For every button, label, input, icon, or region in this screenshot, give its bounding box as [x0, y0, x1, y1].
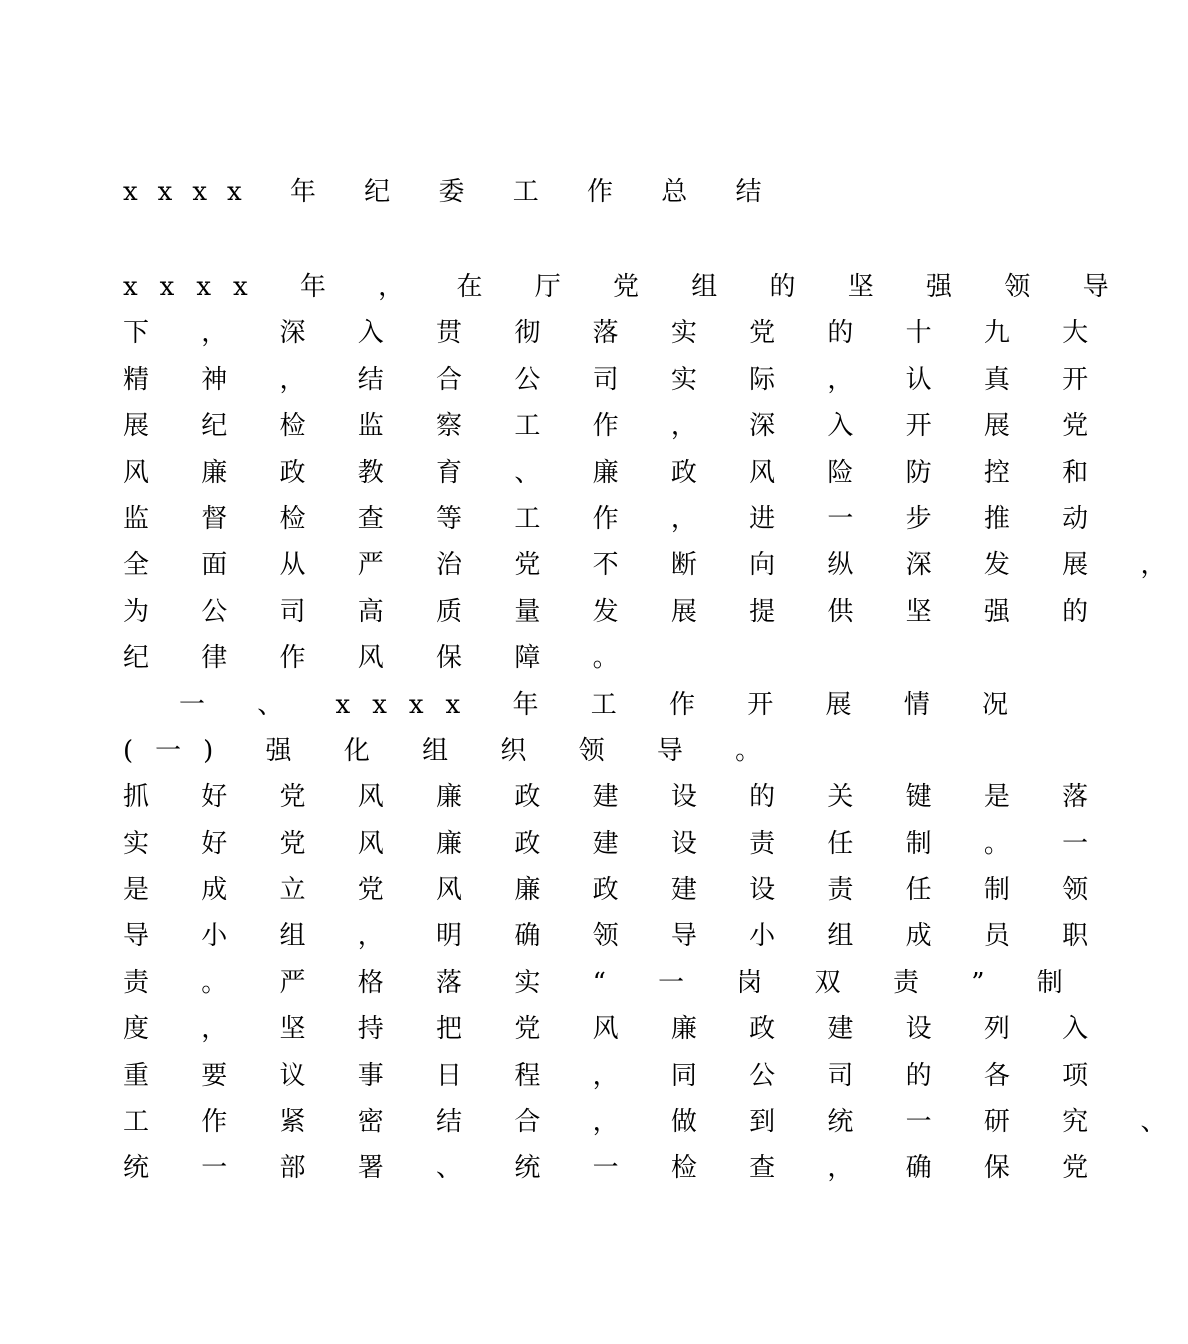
- body-line: 重 要 议 事 日 程 ， 同 公 司 的 各 项: [123, 1060, 1111, 1091]
- body-line: 导 小 组 ， 明 确 领 导 小 组 成 员 职: [123, 921, 1111, 952]
- body-line: 实 好 党 风 廉 政 建 设 责 任 制 。 一: [123, 828, 1111, 859]
- document-title: xxxx 年 纪 委 工 作 总 结: [123, 177, 782, 207]
- body-line: 度 ， 坚 持 把 党 风 廉 政 建 设 列 入: [123, 1014, 1111, 1045]
- body-line: 为 公 司 高 质 量 发 展 提 供 坚 强 的: [123, 596, 1111, 627]
- body-line: 下 ， 深 入 贯 彻 落 实 党 的 十 九 大: [123, 318, 1111, 349]
- body-line: 工 作 紧 密 结 合 ， 做 到 统 一 研 究 、: [123, 1107, 1188, 1138]
- body-line: 抓 好 党 风 廉 政 建 设 的 关 键 是 落: [123, 782, 1111, 813]
- body-line: 是 成 立 党 风 廉 政 建 设 责 任 制 领: [123, 875, 1111, 906]
- body-line: 纪 律 作 风 保 障 。: [123, 643, 641, 674]
- body-line: 风 廉 政 教 育 、 廉 政 风 险 防 控 和: [123, 457, 1111, 488]
- body-line: 精 神 ， 结 合 公 司 实 际 ， 认 真 开: [123, 364, 1111, 395]
- document-body: [123, 264, 1188, 1192]
- body-line: 监 督 检 查 等 工 作 ， 进 一 步 推 动: [123, 503, 1111, 534]
- body-line: 展 纪 检 监 察 工 作 ， 深 入 开 展 党: [123, 411, 1111, 442]
- body-line: xxxx 年 ， 在 厅 党 组 的 坚 强 领 导: [123, 272, 1131, 302]
- body-line: 责 。 严 格 落 实 “ 一 岗 双 责 ” 制: [123, 967, 1085, 998]
- body-line: 统 一 部 署 、 统 一 检 查 ， 确 保 党: [123, 1153, 1111, 1184]
- section-heading: 一 、 xxxx 年 工 作 开 展 情 况: [179, 689, 1031, 720]
- body-line: 全 面 从 严 治 党 不 断 向 纵 深 发 展 ，: [123, 550, 1188, 581]
- subsection-heading: (一) 强 化 组 织 领 导 。: [123, 735, 784, 766]
